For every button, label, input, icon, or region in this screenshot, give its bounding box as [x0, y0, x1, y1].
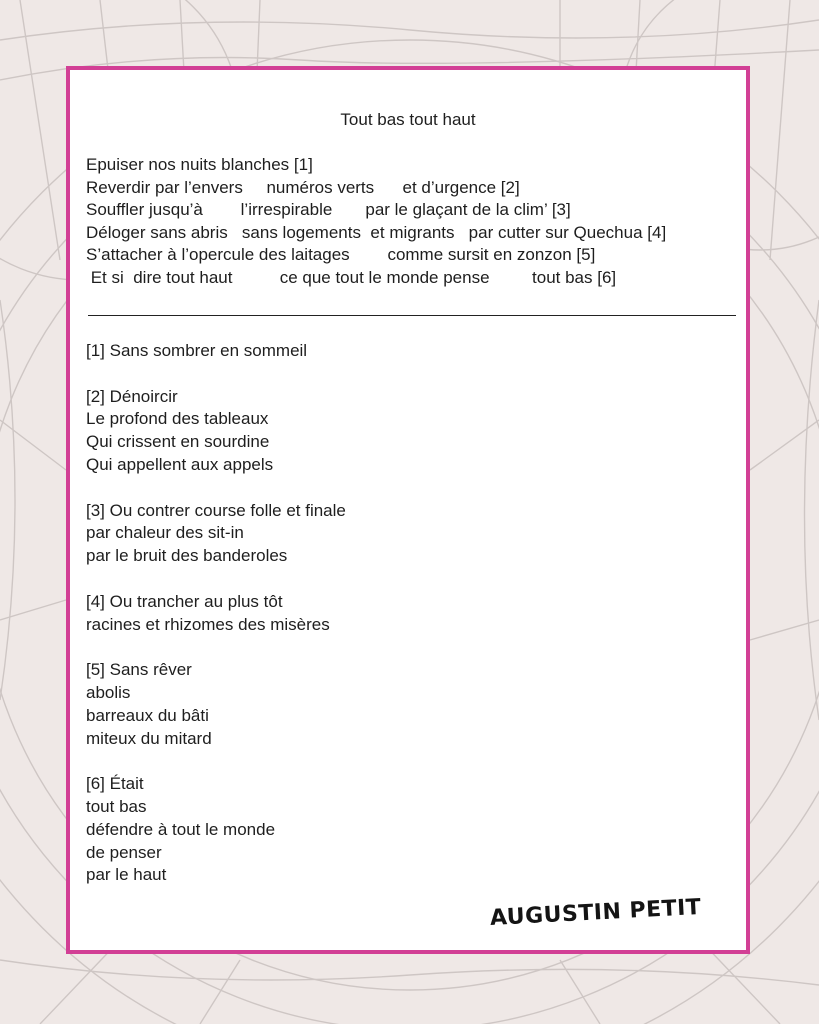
footnote-2: [86, 386, 346, 477]
footnote-line: [4] Ou trancher au plus tôt: [86, 591, 283, 611]
poem-line: S’attacher à l’opercule des laitages comme sursit en zonzon [5]: [86, 245, 596, 264]
footnote-line: Qui crissent en sourdine: [86, 432, 270, 452]
footnote-line: par chaleur des sit-in: [86, 523, 244, 543]
poem-line: Reverdir par l’envers numéros verts et d’urgence [2]: [86, 177, 520, 197]
poem-card: [66, 66, 750, 954]
footnote-line: [2] Dénoircir: [86, 386, 178, 406]
poem-line: Epuiser nos nuits blanches [1]: [86, 155, 313, 174]
footnote-line: racines et rhizomes des misères: [86, 614, 330, 634]
footnote-5: [86, 659, 346, 750]
footnote-line: [6] Était: [86, 774, 144, 794]
poem-line: Souffler jusqu’à l’irrespirable par le glaçant de la clim’ [3]: [86, 200, 571, 219]
divider: [88, 315, 736, 316]
footnote-line: de penser: [86, 842, 162, 862]
footnote-line: abolis: [86, 682, 131, 702]
footnote-line: miteux du mitard: [86, 728, 212, 748]
poem-title: Tout bas tout haut: [340, 110, 476, 129]
footnote-line: défendre à tout le monde: [86, 819, 276, 839]
footnote-1: [86, 340, 346, 363]
footnote-4: [86, 591, 346, 637]
footnote-line: par le haut: [86, 865, 167, 885]
poem-line: Déloger sans abris sans logements et migrants par cutter sur Quechua [4]: [86, 222, 667, 242]
footnote-line: [3] Ou contrer course folle et finale: [86, 500, 346, 520]
author-signature: AUGUSTIN PETIT: [489, 894, 702, 931]
footnote-line: tout bas: [86, 796, 147, 816]
footnotes: [86, 340, 346, 910]
footnote-line: [5] Sans rêver: [86, 660, 192, 680]
footnote-line: par le bruit des banderoles: [86, 546, 288, 566]
footnote-line: barreaux du bâti: [86, 705, 209, 725]
footnote-6: [86, 773, 346, 887]
footnote-3: [86, 500, 346, 568]
poem-body: [86, 154, 666, 289]
poem-line: Et si dire tout haut ce que tout le monde pense tout bas [6]: [86, 267, 617, 287]
footnote-line: Qui appellent aux appels: [86, 454, 274, 474]
footnote-line: [1] Sans sombrer en sommeil: [86, 341, 308, 360]
footnote-line: Le profond des tableaux: [86, 409, 269, 429]
